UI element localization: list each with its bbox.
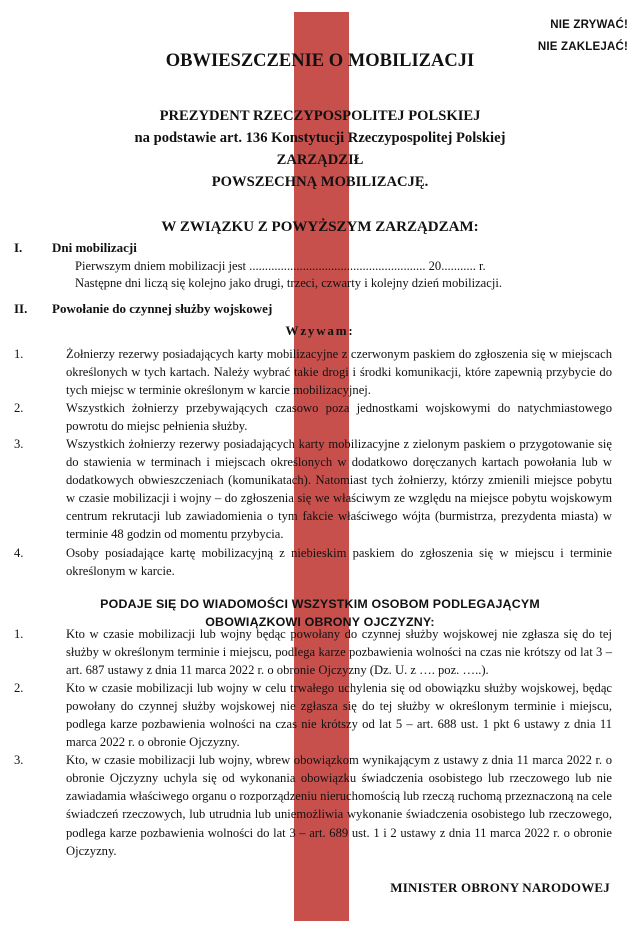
announcement-heading: W ZWIĄZKU Z POWYŻSZYM ZARZĄDZAM:	[161, 219, 479, 235]
list-item-text: Kto, w czasie mobilizacji lub wojny, wbrew obowiązkom wynikającym z ustawy z dnia 11 marca 2022 r. o obronie Ojczyzny uchyla się od wykonania obowiązku świadczenia osobistego lub rzeczowego lub nie zawiadamia właściwego organu o rozporządzeniu nieruchomością lub rzeczą ruchomą przeznaczoną na cele świadczeń rzeczowych, lub utrudnia lub uniemożliwia wykonanie świadczenia osobistego lub rzeczowego, podlega karze pozbawienia wolności do lat 3 – art. 689 ust. 1 i 2 ustawy z dnia 11 marca 2022 r. o obronie Ojczyzny.	[66, 753, 612, 858]
document-title: OBWIESZCZENIE O MOBILIZACJI	[165, 51, 475, 71]
list-item-number: 3.	[14, 753, 24, 768]
list-item-text: Wszystkich żołnierzy rezerwy posiadających karty mobilizacyjne z zielonym paskiem o przygotowanie się do stawienia w terminach i miejscach określonych w dodatkowo doręczanych kartach powołania lub w dodatkowych obwieszczeniach (komunikatach). Natomiast tych żołnierzy, którzy zmienili miejsce pobytu w czasie mobilizacji i wojny – do zgłoszenia się we właściwym ze względu na miejsce pobytu wojskowym centrum rekrutacji lub zawiadomienia o tym fakcie właściwego wójta (burmistrza, prezydenta miasta) w terminie 48 godzin od momentu przybycia.	[66, 437, 612, 542]
list-item-text: Osoby posiadające kartę mobilizacyjną z niebieskim paskiem do zgłoszenia się w miejscu i terminie określonym w karcie.	[66, 545, 612, 578]
list-item-number: 1.	[14, 347, 24, 361]
list-item-text: Wszystkich żołnierzy przebywających czasowo poza jednostkami wojskowymi do natychmiastowego powrotu do miejsc pełnienia służby.	[66, 401, 612, 434]
list-item-number: 2.	[14, 681, 24, 696]
section-1-number: I.	[14, 240, 23, 255]
no-stick-warning: NIE ZAKLEJAĆ!	[537, 41, 628, 53]
mobilization-days-line: Następne dni liczą się kolejno jako drugi, trzeci, czwarty i kolejny dzień mobilizacji.	[75, 276, 502, 290]
subject-heading-line-1: PODAJE SIĘ DO WIADOMOŚCI WSZYSTKIM OSOBOM PODLEGAJĄCYM	[100, 597, 540, 611]
list-item-number: 2.	[14, 401, 24, 416]
general-mobilization-line: POWSZECHNĄ MOBILIZACJĘ.	[211, 174, 429, 190]
list-item	[14, 435, 612, 543]
list-item	[14, 751, 612, 859]
ordered-line: ZARZĄDZIŁ	[276, 152, 364, 168]
penalty-list	[14, 625, 612, 860]
list-item-number: 3.	[14, 437, 24, 452]
mobilization-start-date-line: Pierwszym dniem mobilizacji jest ........................................................ 20........... r.	[75, 259, 486, 273]
list-item	[14, 345, 612, 399]
list-item-number: 1.	[14, 627, 24, 641]
section-2-number: II.	[14, 301, 28, 316]
list-item-text: Kto w czasie mobilizacji lub wojny będąc powołany do czynnej służby wojskowej nie zgłasza się do tej służby w określonym terminie i miejscu, podlega karze pozbawienia wolności na czas nie krótszy od lat 3 – art. 687 ustawy z dnia 11 marca 2022 r. o obronie Ojczyzny (Dz. U. z …. poz. …..).	[66, 627, 612, 678]
list-item	[14, 679, 612, 751]
list-item	[14, 625, 612, 679]
decree-header	[0, 105, 640, 193]
section-2-heading: Powołanie do czynnej służby wojskowej	[52, 301, 273, 316]
call-heading: Wzywam:	[285, 323, 355, 338]
list-item-number: 4.	[14, 545, 24, 560]
call-list	[14, 345, 612, 580]
list-item	[14, 544, 612, 580]
list-item-text: Kto w czasie mobilizacji lub wojny w celu trwałego uchylenia się od obowiązku służby wojskowej, będąc powołany do czynnej służby wojskowej nie zgłasza się do tej służby w określonym terminie i miejscu, podlega karze pozbawienia wolności na czas nie krótszy od lat 5 – art. 688 ust. 1 pkt 6 ustawy z dnia 11 marca 2022 r. o obronie Ojczyzny.	[66, 681, 612, 750]
subject-heading-line-2: OBOWIĄZKOWI OBRONY OJCZYZNY:	[205, 615, 435, 629]
signature: MINISTER OBRONY NARODOWEJ	[390, 880, 610, 895]
list-item	[14, 399, 612, 435]
president-line: PREZYDENT RZECZYPOSPOLITEJ POLSKIEJ	[159, 108, 481, 124]
list-item-text: Żołnierzy rezerwy posiadających karty mobilizacyjne z czerwonym paskiem do zgłoszenia się w miejscach określonych w tych kartach. Należy wybrać takie drogi i środki komunikacji, które zapewnią przybycie do tych miejsc w terminie określonym w karcie mobilizacyjnej.	[66, 347, 612, 398]
legal-basis-line: na podstawie art. 136 Konstytucji Rzeczypospolitej Polskiej	[134, 130, 506, 146]
section-1-heading: Dni mobilizacji	[52, 240, 137, 255]
no-tear-warning: NIE ZRYWAĆ!	[550, 19, 628, 31]
